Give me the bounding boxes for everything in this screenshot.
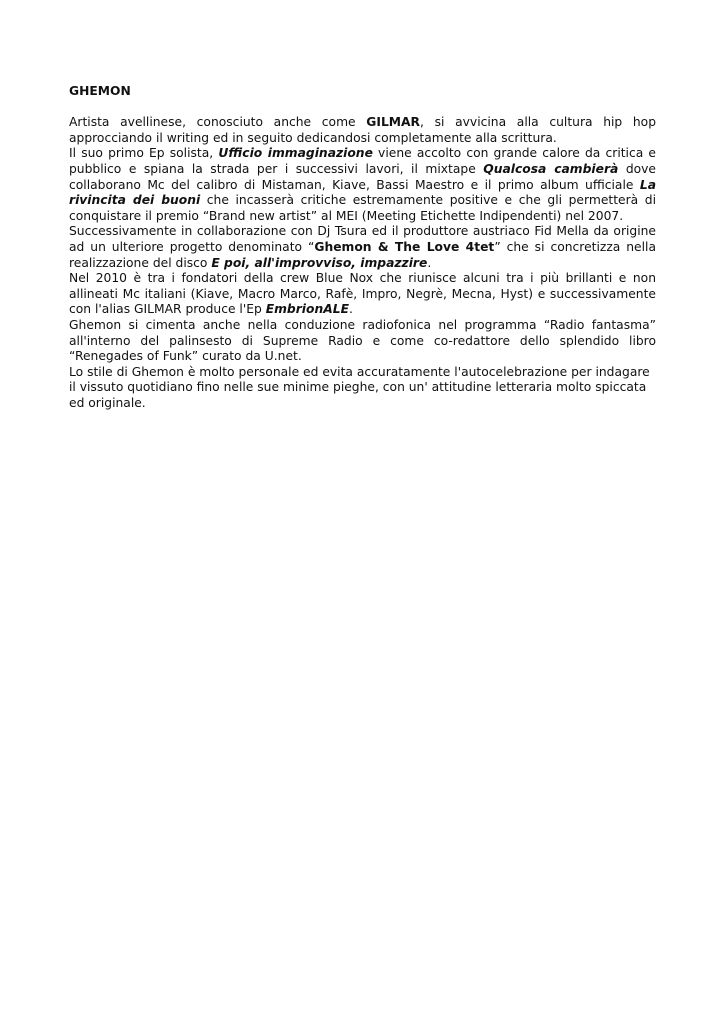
paragraph-blue-nox bbox=[69, 271, 656, 318]
paragraph-text: Successivamente in collaborazione con Dj Tsura ed il produttore austriaco Fid Mella da origine ad un ulteriore progetto denominato “ bbox=[69, 224, 656, 254]
document-page bbox=[69, 84, 656, 411]
paragraph-text: ” che si concretizza nella realizzazione del disco bbox=[69, 239, 656, 270]
mixtape-title: Qualcosa cambierà bbox=[483, 161, 619, 176]
project-name: Ghemon & The Love 4tet bbox=[314, 239, 495, 254]
album-title: La rivincita dei buoni bbox=[69, 177, 656, 208]
paragraph-text: Il suo primo Ep solista, bbox=[69, 146, 219, 161]
alias-name: GILMAR bbox=[366, 115, 421, 130]
paragraph-text: Artista avellinese, conosciuto anche come bbox=[69, 115, 367, 130]
paragraph-first-ep bbox=[69, 146, 656, 224]
paragraph-text: . bbox=[427, 255, 432, 270]
paragraph-collaboration bbox=[69, 224, 656, 271]
paragraph-text: , si avvicina alla cultura hip hop approcciando il writing ed in seguito dedicandosi completamente alla scrittura. bbox=[69, 115, 657, 145]
paragraph-text: . bbox=[348, 302, 353, 317]
ep-title: EmbrionALE bbox=[265, 302, 349, 317]
paragraph-intro bbox=[69, 115, 656, 146]
document-title: GHEMON bbox=[69, 84, 131, 98]
paragraph-style: Lo stile di Ghemon è molto personale ed evita accuratamente l'autocelebrazione per indagare il vissuto quotidiano fino nelle sue minime pieghe, con un' attitudine letteraria molto spiccata ed originale. bbox=[69, 364, 650, 410]
ep-title: Ufficio immaginazione bbox=[218, 146, 373, 161]
paragraph-text: che incasserà critiche estremamente positive e che gli permetterà di conquistare il premio “Brand new artist” al MEI (Meeting Etichette Indipendenti) nel 2007. bbox=[69, 193, 656, 223]
paragraph-text: dove collaborano Mc del calibro di Mistaman, Kiave, Bassi Maestro e il primo album ufficiale bbox=[69, 161, 656, 192]
paragraph-radio: Ghemon si cimenta anche nella conduzione radiofonica nel programma “Radio fantasma” all'interno del palinsesto di Supreme Radio e come co-redattore dello splendido libro “Renegades of Funk” curato da U.net. bbox=[69, 317, 656, 364]
paragraph-text: Nel 2010 è tra i fondatori della crew Blue Nox che riunisce alcuni tra i più brillanti e non allineati Mc italiani (Kiave, Macro Marco, Rafè, Impro, Negrè, Mecna, Hyst) e successivamente con l'alias GILMAR produce l'Ep bbox=[69, 271, 656, 317]
disc-title: E poi, all'improvviso, impazzire bbox=[211, 255, 428, 270]
paragraph-text: viene accolto con grande calore da critica e pubblico e spiana la strada per i successivi lavori, il mixtape bbox=[69, 146, 656, 176]
